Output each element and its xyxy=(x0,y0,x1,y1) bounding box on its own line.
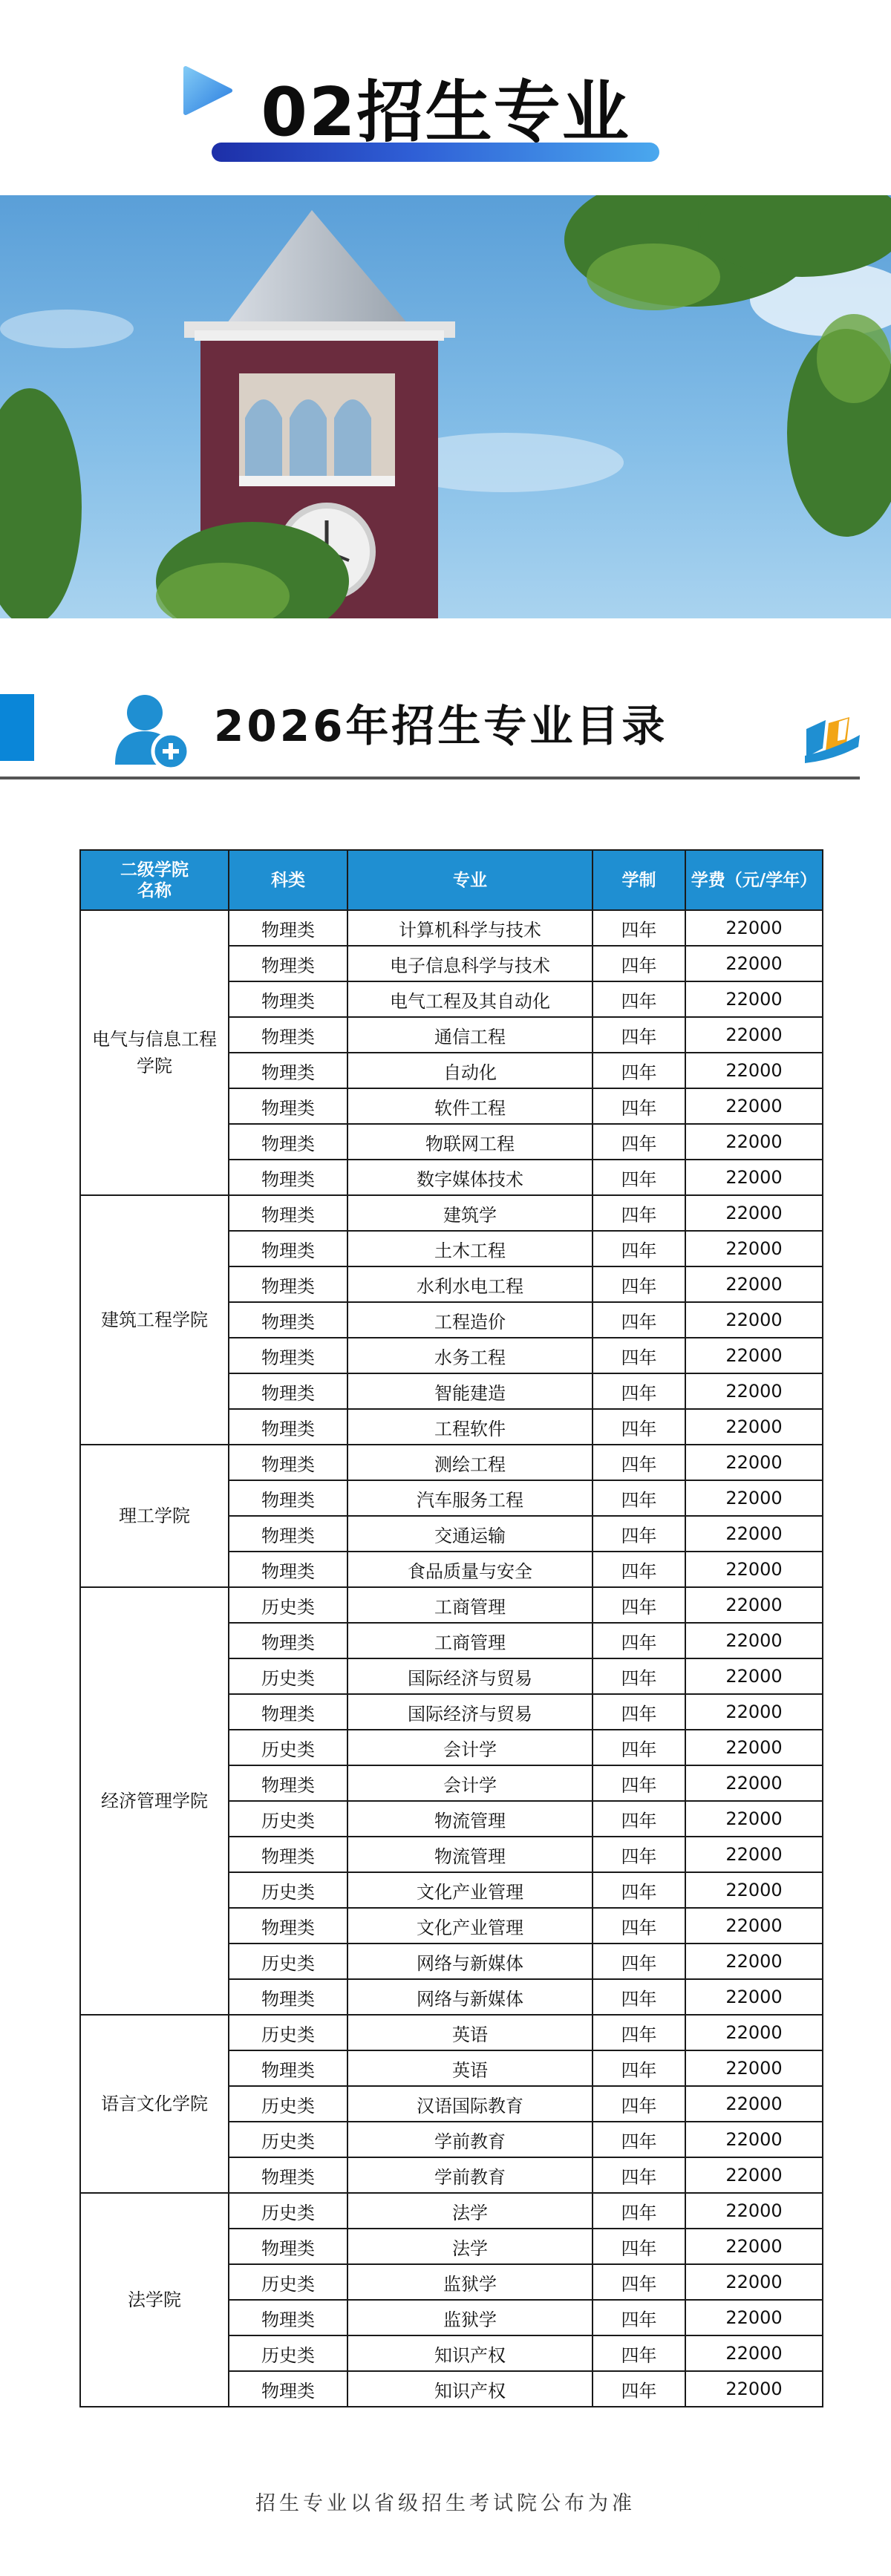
major-cell: 电子信息科学与技术 xyxy=(347,946,593,981)
category-cell: 物理类 xyxy=(229,1266,347,1302)
category-cell: 物理类 xyxy=(229,1053,347,1088)
category-cell: 物理类 xyxy=(229,1195,347,1231)
category-cell: 物理类 xyxy=(229,1302,347,1338)
category-cell: 历史类 xyxy=(229,2193,347,2229)
duration-cell: 四年 xyxy=(593,981,685,1017)
major-cell: 工程造价 xyxy=(347,1302,593,1338)
category-cell: 物理类 xyxy=(229,981,347,1017)
school-logo-icon xyxy=(803,714,861,766)
tuition-cell: 22000 xyxy=(685,1694,823,1730)
duration-cell: 四年 xyxy=(593,2371,685,2407)
duration-cell: 四年 xyxy=(593,1338,685,1373)
col-header-duration: 学制 xyxy=(593,850,685,910)
duration-cell: 四年 xyxy=(593,2300,685,2335)
duration-cell: 四年 xyxy=(593,1944,685,1979)
tuition-cell: 22000 xyxy=(685,1338,823,1373)
major-cell: 法学 xyxy=(347,2229,593,2264)
section-header xyxy=(0,0,891,193)
college-cell: 经济管理学院 xyxy=(80,1587,229,2015)
major-cell: 建筑学 xyxy=(347,1195,593,1231)
duration-cell: 四年 xyxy=(593,2086,685,2122)
major-cell: 监狱学 xyxy=(347,2300,593,2335)
page-title: 02招生专业 xyxy=(261,73,630,151)
duration-cell: 四年 xyxy=(593,1801,685,1837)
major-cell: 土木工程 xyxy=(347,1231,593,1266)
major-cell: 国际经济与贸易 xyxy=(347,1658,593,1694)
duration-cell: 四年 xyxy=(593,1516,685,1552)
category-cell: 物理类 xyxy=(229,1124,347,1160)
major-cell: 汽车服务工程 xyxy=(347,1480,593,1516)
major-cell: 知识产权 xyxy=(347,2371,593,2407)
major-cell: 通信工程 xyxy=(347,1017,593,1053)
tuition-cell: 22000 xyxy=(685,1872,823,1908)
tuition-cell: 22000 xyxy=(685,1160,823,1195)
category-cell: 物理类 xyxy=(229,946,347,981)
catalog-divider xyxy=(0,777,860,779)
tuition-cell: 22000 xyxy=(685,2157,823,2193)
tuition-cell: 22000 xyxy=(685,1302,823,1338)
duration-cell: 四年 xyxy=(593,910,685,946)
tuition-cell: 22000 xyxy=(685,910,823,946)
tuition-cell: 22000 xyxy=(685,1266,823,1302)
tuition-cell: 22000 xyxy=(685,1409,823,1445)
table-row xyxy=(80,1445,823,1480)
category-cell: 物理类 xyxy=(229,2371,347,2407)
table-row xyxy=(80,1195,823,1231)
major-cell: 软件工程 xyxy=(347,1088,593,1124)
tuition-cell: 22000 xyxy=(685,1587,823,1623)
tuition-cell: 22000 xyxy=(685,2122,823,2157)
category-cell: 物理类 xyxy=(229,1160,347,1195)
category-cell: 物理类 xyxy=(229,1445,347,1480)
duration-cell: 四年 xyxy=(593,2264,685,2300)
major-cell: 自动化 xyxy=(347,1053,593,1088)
tuition-cell: 22000 xyxy=(685,2050,823,2086)
duration-cell: 四年 xyxy=(593,1445,685,1480)
major-cell: 水务工程 xyxy=(347,1338,593,1373)
tuition-cell: 22000 xyxy=(685,981,823,1017)
table-row xyxy=(80,1587,823,1623)
major-cell: 物流管理 xyxy=(347,1837,593,1872)
col-header-category: 科类 xyxy=(229,850,347,910)
duration-cell: 四年 xyxy=(593,1195,685,1231)
duration-cell: 四年 xyxy=(593,1552,685,1587)
college-cell: 语言文化学院 xyxy=(80,2015,229,2193)
duration-cell: 四年 xyxy=(593,1017,685,1053)
duration-cell: 四年 xyxy=(593,1266,685,1302)
major-cell: 电气工程及其自动化 xyxy=(347,981,593,1017)
major-cell: 文化产业管理 xyxy=(347,1908,593,1944)
tuition-cell: 22000 xyxy=(685,1195,823,1231)
category-cell: 历史类 xyxy=(229,2335,347,2371)
tuition-cell: 22000 xyxy=(685,1979,823,2015)
major-cell: 知识产权 xyxy=(347,2335,593,2371)
category-cell: 历史类 xyxy=(229,1801,347,1837)
major-cell: 英语 xyxy=(347,2050,593,2086)
tuition-cell: 22000 xyxy=(685,2300,823,2335)
table-header-row xyxy=(80,850,823,910)
duration-cell: 四年 xyxy=(593,1160,685,1195)
category-cell: 历史类 xyxy=(229,2122,347,2157)
duration-cell: 四年 xyxy=(593,1231,685,1266)
category-cell: 物理类 xyxy=(229,1231,347,1266)
major-cell: 计算机科学与技术 xyxy=(347,910,593,946)
duration-cell: 四年 xyxy=(593,1302,685,1338)
duration-cell: 四年 xyxy=(593,2335,685,2371)
catalog-title: 2026年招生专业目录 xyxy=(214,701,668,751)
major-cell: 国际经济与贸易 xyxy=(347,1694,593,1730)
col-header-tuition: 学费（元/学年） xyxy=(685,850,823,910)
category-cell: 历史类 xyxy=(229,2086,347,2122)
category-cell: 物理类 xyxy=(229,2300,347,2335)
major-cell: 会计学 xyxy=(347,1730,593,1765)
duration-cell: 四年 xyxy=(593,1480,685,1516)
duration-cell: 四年 xyxy=(593,2015,685,2050)
col-header-major: 专业 xyxy=(347,850,593,910)
tuition-cell: 22000 xyxy=(685,2371,823,2407)
tuition-cell: 22000 xyxy=(685,946,823,981)
tuition-cell: 22000 xyxy=(685,1658,823,1694)
category-cell: 物理类 xyxy=(229,1623,347,1658)
tuition-cell: 22000 xyxy=(685,1088,823,1124)
major-cell: 物流管理 xyxy=(347,1801,593,1837)
duration-cell: 四年 xyxy=(593,1623,685,1658)
catalog-header xyxy=(0,661,891,787)
category-cell: 物理类 xyxy=(229,1516,347,1552)
tuition-cell: 22000 xyxy=(685,1231,823,1266)
major-cell: 英语 xyxy=(347,2015,593,2050)
duration-cell: 四年 xyxy=(593,1979,685,2015)
major-cell: 工商管理 xyxy=(347,1623,593,1658)
tuition-cell: 22000 xyxy=(685,1765,823,1801)
major-cell: 网络与新媒体 xyxy=(347,1979,593,2015)
tuition-cell: 22000 xyxy=(685,2264,823,2300)
tuition-cell: 22000 xyxy=(685,1017,823,1053)
category-cell: 物理类 xyxy=(229,1373,347,1409)
major-cell: 监狱学 xyxy=(347,2264,593,2300)
campus-clock-tower-photo xyxy=(0,195,891,618)
category-cell: 物理类 xyxy=(229,1694,347,1730)
major-cell: 法学 xyxy=(347,2193,593,2229)
tuition-cell: 22000 xyxy=(685,1445,823,1480)
category-cell: 物理类 xyxy=(229,1409,347,1445)
major-cell: 学前教育 xyxy=(347,2122,593,2157)
tuition-cell: 22000 xyxy=(685,1944,823,1979)
category-cell: 物理类 xyxy=(229,1979,347,2015)
duration-cell: 四年 xyxy=(593,1587,685,1623)
duration-cell: 四年 xyxy=(593,2229,685,2264)
table-body xyxy=(80,910,823,2407)
major-cell: 交通运输 xyxy=(347,1516,593,1552)
category-cell: 历史类 xyxy=(229,2015,347,2050)
tuition-cell: 22000 xyxy=(685,1124,823,1160)
duration-cell: 四年 xyxy=(593,1908,685,1944)
category-cell: 物理类 xyxy=(229,910,347,946)
majors-table xyxy=(79,849,823,2407)
tuition-cell: 22000 xyxy=(685,1623,823,1658)
major-cell: 物联网工程 xyxy=(347,1124,593,1160)
major-cell: 工程软件 xyxy=(347,1409,593,1445)
tuition-cell: 22000 xyxy=(685,1053,823,1088)
major-cell: 学前教育 xyxy=(347,2157,593,2193)
category-cell: 历史类 xyxy=(229,1872,347,1908)
side-accent-block xyxy=(0,694,34,761)
footer-note: 招生专业以省级招生考试院公布为准 xyxy=(255,2492,636,2515)
table-row xyxy=(80,2193,823,2229)
category-cell: 物理类 xyxy=(229,2050,347,2086)
duration-cell: 四年 xyxy=(593,1730,685,1765)
category-cell: 物理类 xyxy=(229,1017,347,1053)
tuition-cell: 22000 xyxy=(685,2015,823,2050)
category-cell: 历史类 xyxy=(229,1944,347,1979)
category-cell: 物理类 xyxy=(229,1908,347,1944)
category-cell: 物理类 xyxy=(229,1765,347,1801)
category-cell: 物理类 xyxy=(229,1480,347,1516)
college-cell: 建筑工程学院 xyxy=(80,1195,229,1445)
category-cell: 物理类 xyxy=(229,1552,347,1587)
tuition-cell: 22000 xyxy=(685,1837,823,1872)
tuition-cell: 22000 xyxy=(685,2335,823,2371)
category-cell: 物理类 xyxy=(229,2157,347,2193)
major-cell: 智能建造 xyxy=(347,1373,593,1409)
duration-cell: 四年 xyxy=(593,2193,685,2229)
duration-cell: 四年 xyxy=(593,2050,685,2086)
category-cell: 物理类 xyxy=(229,1837,347,1872)
college-cell: 电气与信息工程 学院 xyxy=(80,910,229,1195)
category-cell: 历史类 xyxy=(229,2264,347,2300)
duration-cell: 四年 xyxy=(593,2122,685,2157)
category-cell: 物理类 xyxy=(229,1088,347,1124)
duration-cell: 四年 xyxy=(593,1658,685,1694)
duration-cell: 四年 xyxy=(593,946,685,981)
tuition-cell: 22000 xyxy=(685,1730,823,1765)
duration-cell: 四年 xyxy=(593,1872,685,1908)
category-cell: 历史类 xyxy=(229,1658,347,1694)
major-cell: 食品质量与安全 xyxy=(347,1552,593,1587)
tuition-cell: 22000 xyxy=(685,2229,823,2264)
duration-cell: 四年 xyxy=(593,1053,685,1088)
category-cell: 物理类 xyxy=(229,2229,347,2264)
table-row xyxy=(80,910,823,946)
major-cell: 文化产业管理 xyxy=(347,1872,593,1908)
duration-cell: 四年 xyxy=(593,1694,685,1730)
college-cell: 理工学院 xyxy=(80,1445,229,1587)
tuition-cell: 22000 xyxy=(685,2086,823,2122)
major-cell: 测绘工程 xyxy=(347,1445,593,1480)
tuition-cell: 22000 xyxy=(685,1480,823,1516)
major-cell: 水利水电工程 xyxy=(347,1266,593,1302)
duration-cell: 四年 xyxy=(593,1765,685,1801)
tuition-cell: 22000 xyxy=(685,1801,823,1837)
major-cell: 会计学 xyxy=(347,1765,593,1801)
category-cell: 历史类 xyxy=(229,1730,347,1765)
col-header-college: 二级学院 名称 xyxy=(80,850,229,910)
duration-cell: 四年 xyxy=(593,1124,685,1160)
major-cell: 工商管理 xyxy=(347,1587,593,1623)
tuition-cell: 22000 xyxy=(685,1908,823,1944)
category-cell: 物理类 xyxy=(229,1338,347,1373)
duration-cell: 四年 xyxy=(593,2157,685,2193)
duration-cell: 四年 xyxy=(593,1088,685,1124)
major-cell: 数字媒体技术 xyxy=(347,1160,593,1195)
category-cell: 历史类 xyxy=(229,1587,347,1623)
duration-cell: 四年 xyxy=(593,1409,685,1445)
major-cell: 汉语国际教育 xyxy=(347,2086,593,2122)
tuition-cell: 22000 xyxy=(685,1552,823,1587)
add-person-icon xyxy=(111,690,193,772)
duration-cell: 四年 xyxy=(593,1373,685,1409)
tuition-cell: 22000 xyxy=(685,1373,823,1409)
major-cell: 网络与新媒体 xyxy=(347,1944,593,1979)
tuition-cell: 22000 xyxy=(685,2193,823,2229)
tuition-cell: 22000 xyxy=(685,1516,823,1552)
table-row xyxy=(80,2015,823,2050)
duration-cell: 四年 xyxy=(593,1837,685,1872)
college-cell: 法学院 xyxy=(80,2193,229,2407)
